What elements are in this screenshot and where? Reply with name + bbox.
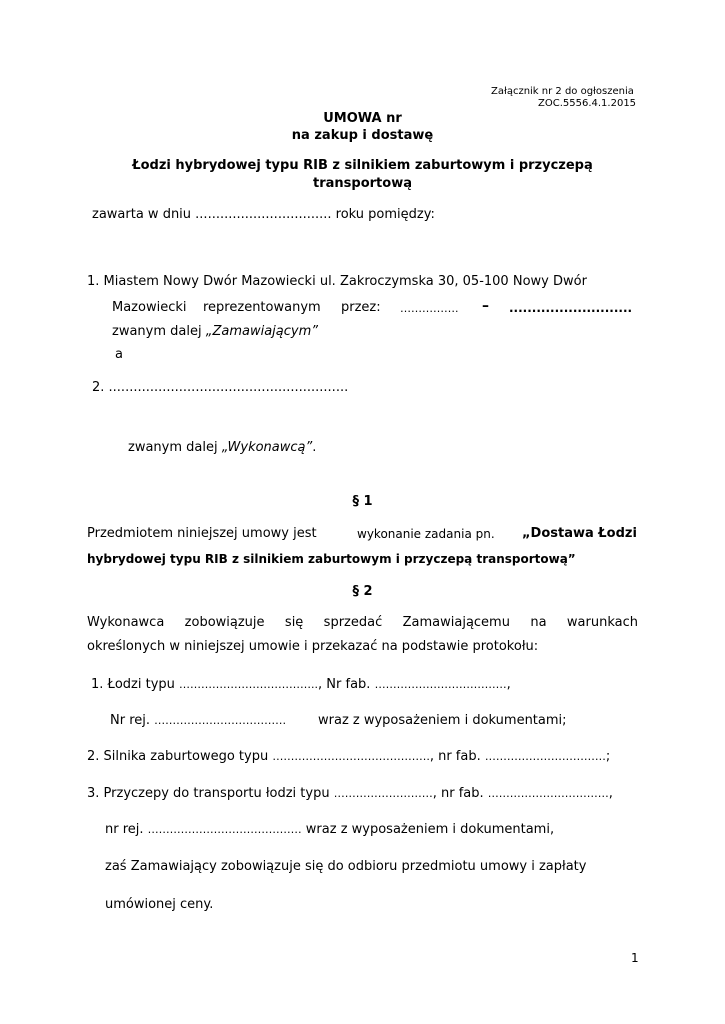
contract-title: UMOWA nr: [323, 111, 402, 126]
obligation-line1: zaś Zamawiający zobowiązuje się do odbioru przedmiotu umowy i zapłaty: [105, 859, 587, 874]
engine-type-field: …………………………………….: [272, 750, 430, 763]
section-2-heading: § 2: [352, 584, 373, 599]
item-3-trailer: 3. Przyczepy do transportu łodzi typu ………………………, nr fab. ……………………………,: [87, 786, 613, 801]
party-1-line: 1. Miastem Nowy Dwór Mazowiecki ul. Zakroczymska 30, 05-100 Nowy Dwór: [87, 274, 587, 289]
party-2-line: 2. ..........................................................: [92, 380, 349, 395]
engine-serial-field: ……………………………: [484, 750, 606, 763]
contract-subject: na zakup i dostawę: [291, 128, 434, 143]
section-1-text-c: „Dostawa Łodzi: [522, 526, 637, 541]
item-3-registration: nr rej. …………………………………… wraz z wyposażeniem i dokumentami,: [105, 822, 555, 837]
subject-description-line1: Łodzi hybrydowej typu RIB z silnikiem zaburtowym i przyczepą: [132, 158, 593, 173]
section-1-text-a: Przedmiotem niniejszej umowy jest: [87, 526, 317, 541]
boat-registration-field: ………………………………: [154, 714, 287, 727]
party-1-mazowiecki: Mazowiecki: [112, 300, 187, 315]
section-1-text-b: wykonanie zadania pn.: [357, 527, 495, 541]
item-1-registration: Nr rej. ………………………………: [110, 713, 287, 728]
boat-type-field: ………………………………..: [179, 678, 319, 691]
section-1-heading: § 1: [352, 494, 373, 509]
representative-title-field: ...........................: [509, 301, 633, 315]
conjunction-and: a: [115, 347, 123, 362]
attachment-reference: ZOC.5556.4.1.2015: [538, 98, 637, 109]
party-2-called: zwanym dalej „Wykonawcą”.: [128, 440, 317, 455]
party-1-represented: reprezentowanym: [203, 300, 321, 315]
trailer-serial-field: ……………………………: [487, 787, 609, 800]
concluded-on-line: zawarta w dniu ................................. roku pomiędzy:: [92, 207, 435, 222]
boat-serial-field: ………………………………: [374, 678, 507, 691]
subject-description-line2: transportową: [313, 176, 412, 191]
party-1-called: zwanym dalej „Zamawiającym”: [112, 324, 318, 339]
item-1-boat: 1. Łodzi typu ……………………………….., Nr fab. ………………………………,: [91, 677, 511, 692]
section-2-text-line2: określonych w niniejszej umowie i przekazać na podstawie protokołu:: [87, 639, 539, 654]
trailer-registration-field: ……………………………………: [147, 823, 302, 836]
party-1-by: przez:: [341, 300, 381, 315]
dash: –: [482, 298, 489, 314]
section-1-text-line2: hybrydowej typu RIB z silnikiem zaburtowym i przyczepą transportową”: [87, 552, 576, 566]
section-2-text-line1: Wykonawca zobowiązuje się sprzedać Zamawiającemu na warunkach: [87, 615, 638, 630]
item-2-engine: 2. Silnika zaburtowego typu ……………………………………., nr fab. ……………………………;: [87, 749, 611, 764]
attachment-note: Załącznik nr 2 do ogłoszenia: [491, 86, 634, 97]
representative-name-field: …………….: [400, 302, 459, 315]
item-1-equipment: wraz z wyposażeniem i dokumentami;: [318, 713, 567, 728]
obligation-line2: umówionej ceny.: [105, 897, 214, 912]
trailer-type-field: ………………………: [333, 787, 433, 800]
page-number: 1: [631, 951, 639, 965]
